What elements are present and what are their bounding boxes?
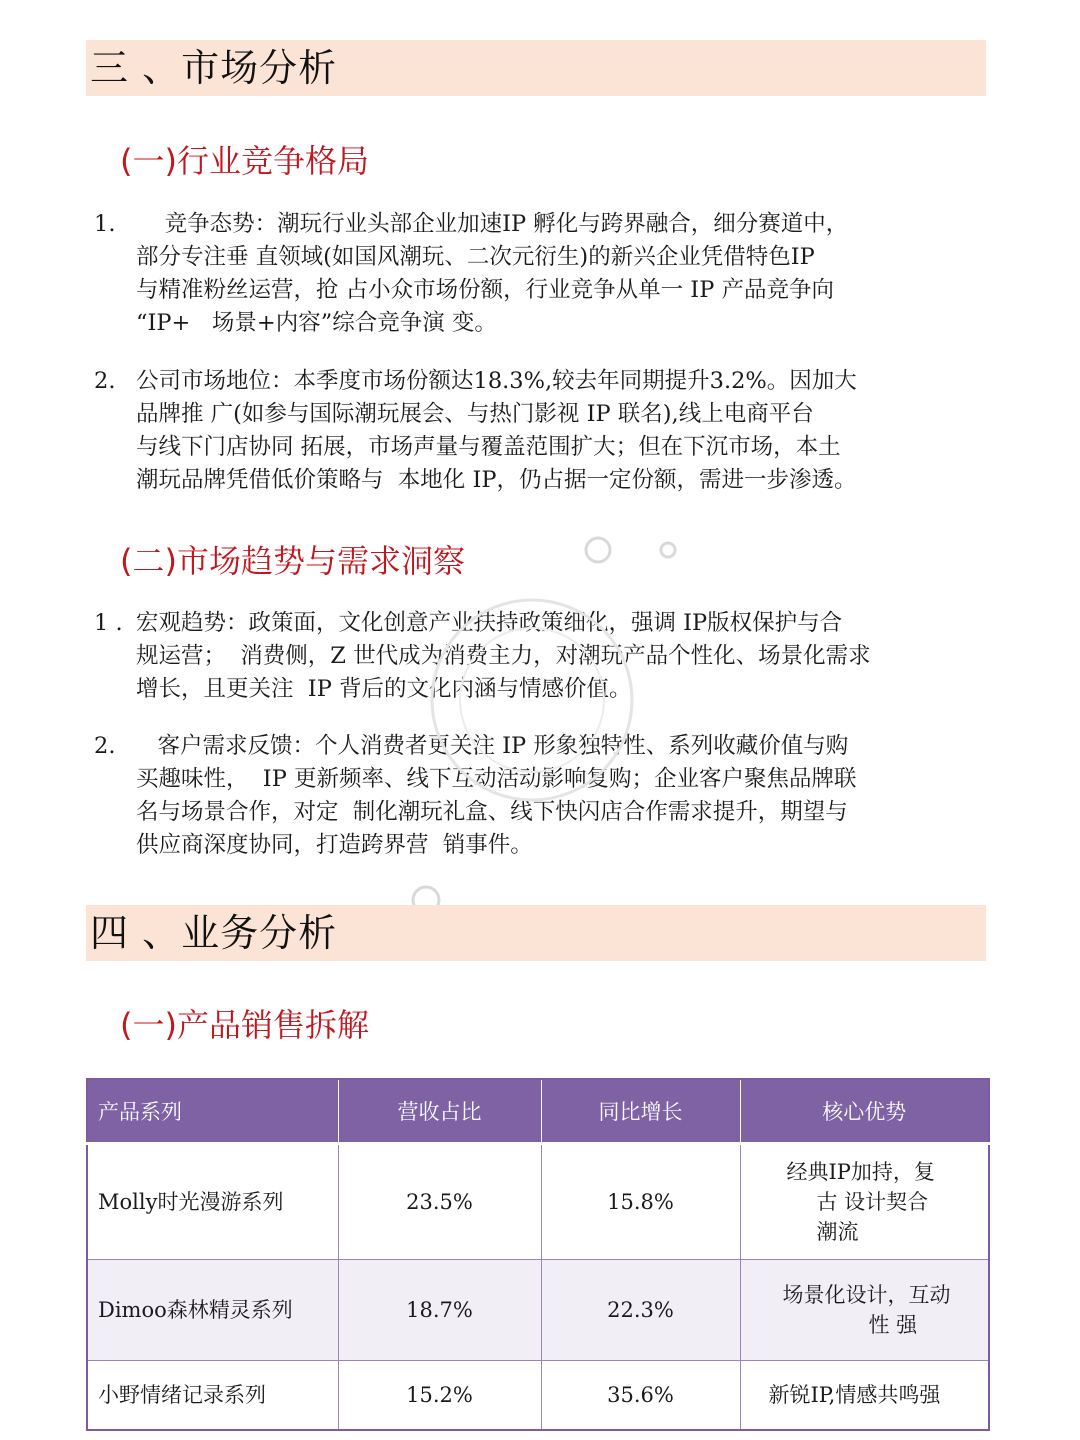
- paragraph-line: 竞争态势：潮玩行业头部企业加速IP 孵化与跨界融合，细分赛道中，: [136, 211, 849, 237]
- paragraph-line: 客户需求反馈：个人消费者更关注 IP 形象独特性、系列收藏价值与购: [136, 733, 849, 759]
- column-header: 营收占比: [338, 1079, 541, 1144]
- advantage-line: 古 设计契合: [816, 1190, 929, 1214]
- list-number: 2.: [94, 368, 116, 394]
- list-item: [94, 365, 974, 497]
- advantage-line: 性 强: [868, 1313, 918, 1337]
- list-item: [94, 730, 974, 862]
- revenue-share-cell: 15.2%: [338, 1361, 541, 1431]
- advantage-cell: [740, 1260, 989, 1361]
- product-name-cell: 小野情绪记录系列: [87, 1361, 338, 1431]
- advantage-line: 场景化设计，互动: [782, 1283, 951, 1307]
- paragraph-line: 供应商深度协同，打造跨界营 销事件。: [136, 832, 533, 858]
- column-header: 核心优势: [740, 1079, 989, 1144]
- list-number: 1.: [94, 211, 116, 237]
- revenue-share-cell: 18.7%: [338, 1260, 541, 1361]
- paragraph-line: 潮玩品牌凭借低价策略与 本地化 IP，仍占据一定份额，需进一步渗透。: [136, 467, 857, 493]
- advantage-cell: [740, 1361, 989, 1431]
- column-header: 产品系列: [87, 1079, 338, 1144]
- paragraph-line: 部分专注垂 直领域(如国风潮玩、二次元衍生)的新兴企业凭借特色IP: [136, 244, 815, 270]
- product-sales-table: [86, 1078, 990, 1431]
- paragraph-line: 品牌推 广(如参与国际潮玩展会、与热门影视 IP 联名),线上电商平台: [136, 401, 814, 427]
- section-3-heading: 三 、市场分析: [86, 40, 986, 96]
- paragraph-line: 增长，且更关注 IP 背后的文化内涵与情感价值。: [136, 676, 632, 702]
- column-header: 同比增长: [541, 1079, 740, 1144]
- subsection-sales-heading: (一)产品销售拆解: [120, 1006, 369, 1044]
- paragraph-line: 与线下门店协同 拓展，市场声量与覆盖范围扩大；但在下沉市场，本土: [136, 434, 841, 460]
- subsection-trends-heading: (二)市场趋势与需求洞察: [120, 542, 465, 580]
- yoy-growth-cell: 22.3%: [541, 1260, 740, 1361]
- table-row: [87, 1260, 989, 1361]
- paragraph-line: 名与场景合作，对定 制化潮玩礼盒、线下快闪店合作需求提升，期望与: [136, 799, 848, 825]
- product-name-cell: Dimoo森林精灵系列: [87, 1260, 338, 1361]
- decorative-circles-icon: [570, 530, 690, 570]
- list-item: [94, 208, 974, 340]
- yoy-growth-cell: 35.6%: [541, 1361, 740, 1431]
- list-item: [94, 607, 974, 706]
- paragraph-line: 规运营； 消费侧，Z 世代成为消费主力，对潮玩产品个性化、场景化需求: [136, 643, 871, 669]
- advantage-line: 潮流: [816, 1220, 859, 1244]
- product-name-cell: Molly时光漫游系列: [87, 1144, 338, 1260]
- table-row: [87, 1144, 989, 1260]
- table-row: [87, 1361, 989, 1431]
- yoy-growth-cell: 15.8%: [541, 1144, 740, 1260]
- paragraph-line: “IP+ 场景+内容”综合竞争演 变。: [136, 310, 497, 336]
- paragraph-line: 公司市场地位：本季度市场份额达18.3%,较去年同期提升3.2%。因加大: [136, 368, 857, 394]
- revenue-share-cell: 23.5%: [338, 1144, 541, 1260]
- subsection-competition-heading: (一)行业竞争格局: [120, 142, 369, 180]
- advantage-line: 新锐IP,情感共鸣强: [768, 1383, 941, 1407]
- paragraph-line: 与精准粉丝运营，抢 占小众市场份额，行业竞争从单一 IP 产品竞争向: [136, 277, 834, 303]
- section-4-heading: 四 、业务分析: [86, 905, 986, 961]
- list-number: 1 .: [94, 610, 123, 636]
- paragraph-line: 宏观趋势：政策面，文化创意产业扶持政策细化，强调 IP版权保护与合: [136, 610, 843, 636]
- list-number: 2.: [94, 733, 116, 759]
- advantage-cell: [740, 1144, 989, 1260]
- paragraph-line: 买趣味性， IP 更新频率、线下互动活动影响复购；企业客户聚焦品牌联: [136, 766, 857, 792]
- advantage-line: 经典IP加持，复: [786, 1160, 935, 1184]
- table-header-row: [87, 1079, 989, 1144]
